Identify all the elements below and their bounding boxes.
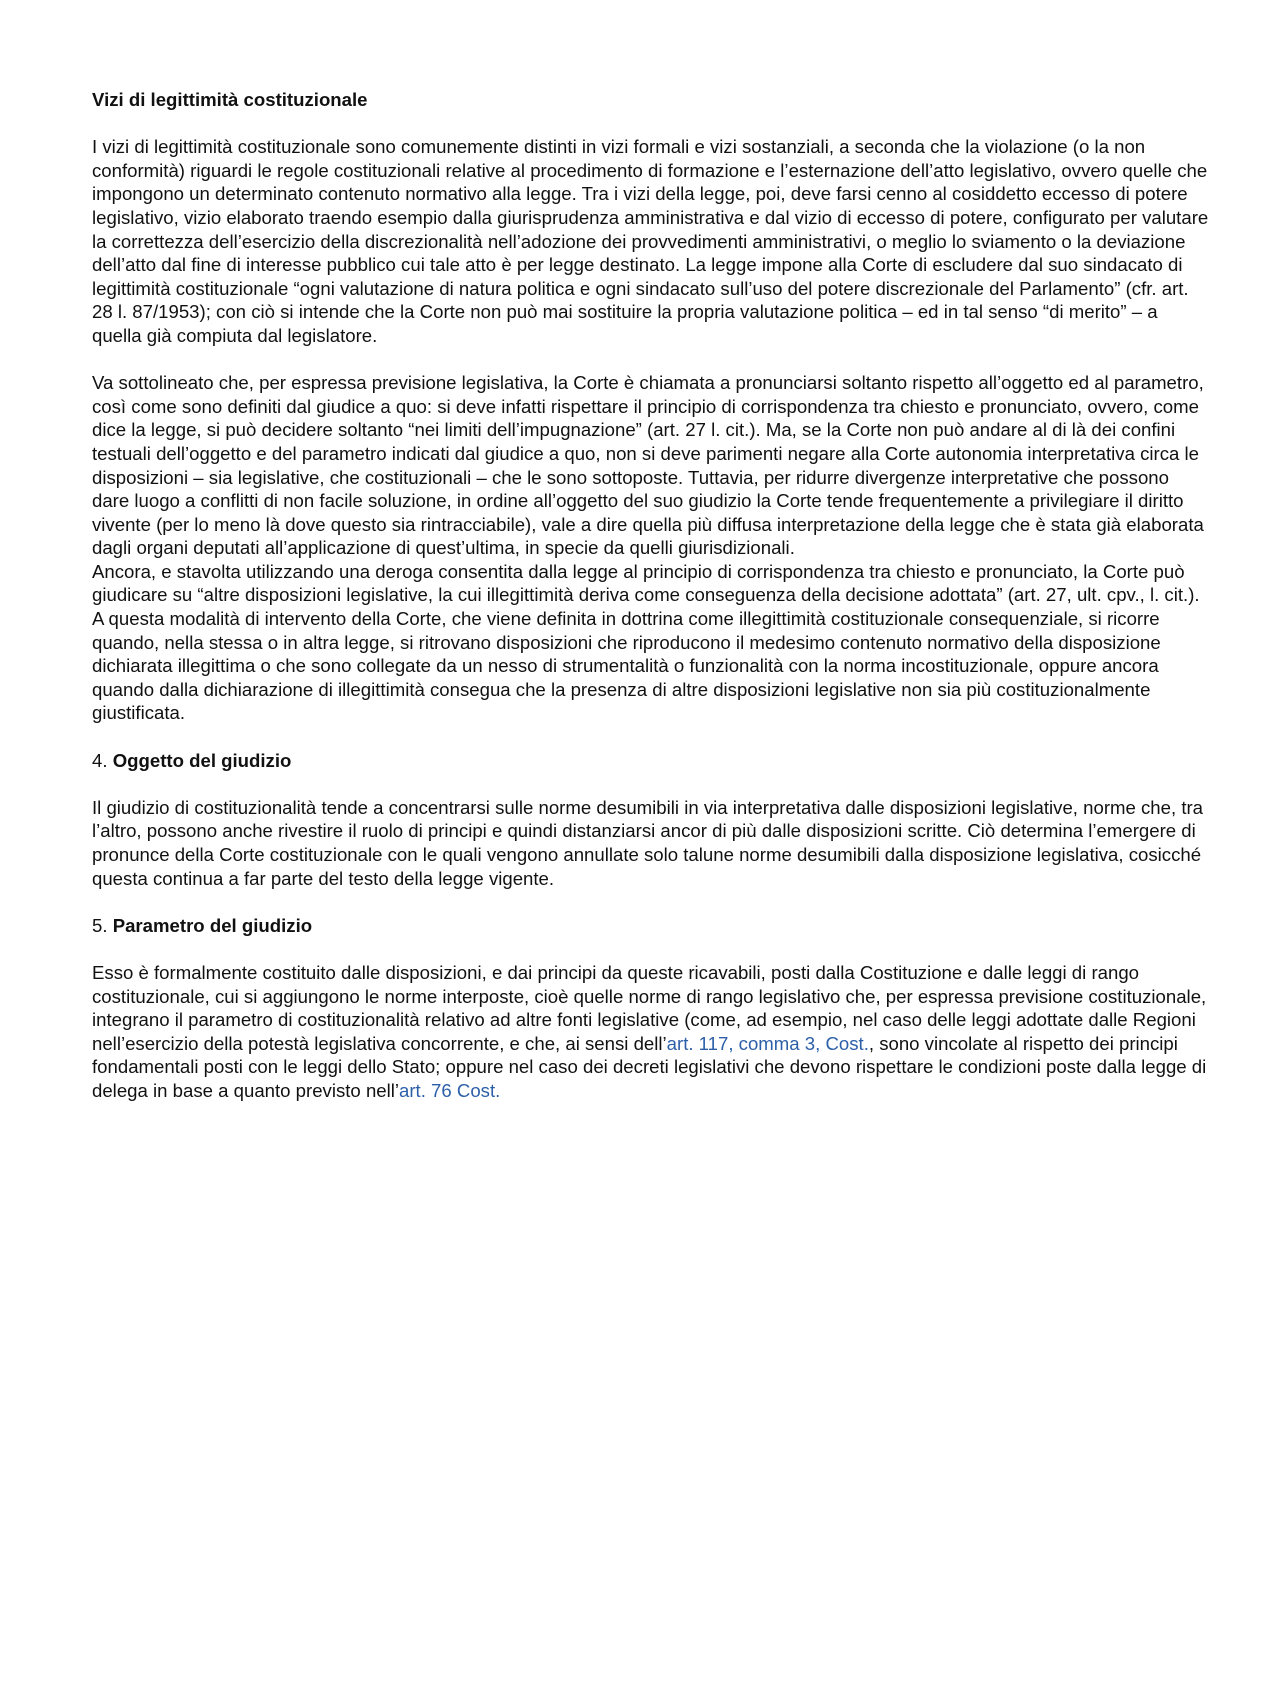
section-5-body	[92, 961, 1210, 1103]
section-5-number: 5.	[92, 914, 108, 936]
section-5-heading	[92, 914, 1210, 938]
section-4-heading	[92, 749, 1210, 773]
document-page	[92, 88, 1210, 1103]
paragraph-oggetto-parametro: Va sottolineato che, per espressa previsione legislativa, la Corte è chiamata a pronunciarsi soltanto rispetto all’oggetto ed al parametro, così come sono definiti dal giudice a quo: si deve infatti rispettare il principio di corrispondenza tra chiesto e pronunciato, ovvero, come dice la legge, si può decidere soltanto “nei limiti dell’impugnazione” (art. 27 l. cit.). Ma, se la Corte non può andare al di là dei confini testuali dell’oggetto e del parametro indicati dal giudice a quo, non si deve parimenti negare alla Corte autonomia interpretativa circa le disposizioni – sia legislative, che costituzionali – che le sono sottoposte. Tuttavia, per ridurre divergenze interpretative che possono dare luogo a conflitti di non facile soluzione, in ordine all’oggetto del suo giudizio la Corte tende frequentemente a privilegiare il diritto vivente (per lo meno là dove questo sia rintracciabile), vale a dire quella più diffusa interpretazione della legge che è stata già elaborata dagli organi deputati all’applicazione di quest’ultima, in specie da quelli giurisdizionali.	[92, 372, 1204, 559]
spacer	[92, 772, 1210, 796]
document-title: Vizi di legittimità costituzionale	[92, 89, 368, 110]
section-4-title: Oggetto del giudizio	[112, 749, 292, 771]
section-4-number: 4.	[92, 749, 108, 771]
section-5-body-text-2: , sono vincolate al rispetto dei principi fondamentali posti con le leggi dello Stato; oppure nel caso dei decreti legislativi che devono rispettare le condizioni poste dalla legge di delega in base a quanto previsto nell’	[92, 1032, 1207, 1101]
section-5-body-text-1: Esso è formalmente costituito dalle disposizioni, e dai principi da queste ricavabili, posti dalla Costituzione e dalle leggi di rango costituzionale, cui si aggiungono le norme interposte, cioè quelle norme di rango legislativo che, per espressa previsione costituzionale, integrano il parametro di costituzionalità relativo ad altre fonti legislative (come, ad esempio, nel caso delle leggi adottate dalle Regioni nell’esercizio della potestà legislativa concorrente, e che, ai sensi dell’	[92, 961, 1207, 1054]
paragraph-illegittimita-consequenziale: Ancora, e stavolta utilizzando una deroga consentita dalla legge al principio di corrispondenza tra chiesto e pronunciato, la Corte può giudicare su “altre disposizioni legislative, la cui illegittimità deriva come conseguenza della decisione adottata” (art. 27, ult. cpv., l. cit.). A questa modalità di intervento della Corte, che viene definita in dottrina come illegittimità costituzionale consequenziale, si ricorre quando, nella stessa o in altra legge, si ritrovano disposizioni che riproducono il medesimo contenuto normativo della disposizione dichiarata illegittima o che sono collegate da un nesso di strumentalità o funzionalità con la norma incostituzionale, oppure ancora quando dalla dichiarazione di illegittimità consegua che la presenza di altre disposizioni legislative non sia più costituzionalmente giustificata.	[92, 560, 1200, 724]
section-5-title: Parametro del giudizio	[112, 914, 313, 936]
link-art-76[interactable]: art. 76 Cost.	[399, 1079, 501, 1101]
spacer	[92, 937, 1210, 961]
spacer	[92, 112, 1210, 136]
spacer	[92, 348, 1210, 372]
spacer	[92, 890, 1210, 914]
spacer	[92, 725, 1210, 749]
link-art-117[interactable]: art. 117, comma 3, Cost.	[666, 1032, 869, 1054]
section-4-body: Il giudizio di costituzionalità tende a concentrarsi sulle norme desumibili in via interpretativa dalle disposizioni legislative, norme che, tra l’altro, possono anche rivestire il ruolo di principi e quindi distanziarsi ancor di più dalle disposizioni scritte. Ciò determina l’emergere di pronunce della Corte costituzionale con le quali vengono annullate solo talune norme desumibili dalla disposizione legislativa, cosicché questa continua a far parte del testo della legge vigente.	[92, 796, 1204, 889]
paragraph-vizi: I vizi di legittimità costituzionale sono comunemente distinti in vizi formali e vizi sostanziali, a seconda che la violazione (o la non conformità) riguardi le regole costituzionali relative al procedimento di formazione e l’esternazione dell’atto legislativo, ovvero quelle che impongono un determinato contenuto normativo alla legge. Tra i vizi della legge, poi, deve farsi cenno al cosiddetto eccesso di potere legislativo, vizio elaborato traendo esempio dalla giurisprudenza amministrativa e dal vizio di eccesso di potere, configurato per valutare la correttezza dell’esercizio della discrezionalità nell’adozione dei provvedimenti amministrativi, o meglio lo sviamento o la deviazione dell’atto dal fine di interesse pubblico cui tale atto è per legge destinato. La legge impone alla Corte di escludere dal suo sindacato di legittimità costituzionale “ogni valutazione di natura politica e ogni sindacato sull’uso del potere discrezionale del Parlamento” (cfr. art. 28 l. 87/1953); con ciò si intende che la Corte non può mai sostituire la propria valutazione politica – ed in tal senso “di merito” – a quella già compiuta dal legislatore.	[92, 136, 1209, 346]
